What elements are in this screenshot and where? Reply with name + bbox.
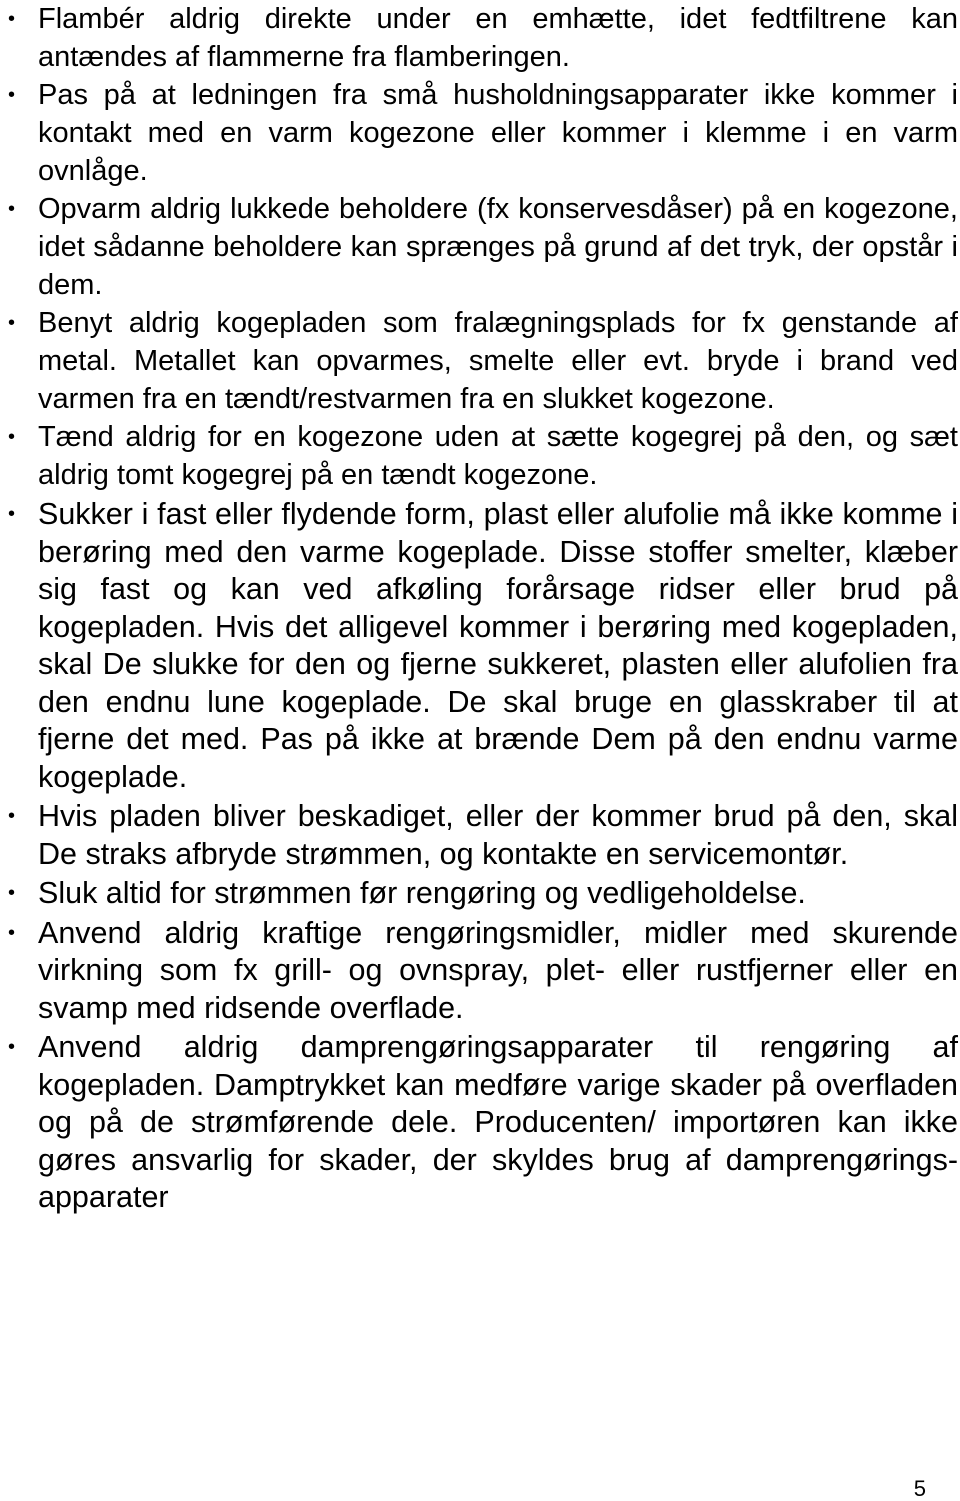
bullet-icon: • <box>8 312 16 334</box>
list-item <box>8 798 958 873</box>
bullet-icon: • <box>8 198 16 220</box>
list-item-text: Benyt aldrig kogepladen som fralægningsplads for fx genstande af metal. Metallet kan opvarmes, smelte eller evt. bryde i brand ved varmen fra en tændt/restvarmen fra en slukket kogezone. <box>38 307 958 415</box>
bullet-icon: • <box>8 882 16 904</box>
list-item <box>8 496 958 796</box>
safety-instructions-list <box>8 0 958 1217</box>
bullet-icon: • <box>8 503 16 525</box>
list-item-text: Anvend aldrig damprengøringsapparater til rengøring af kogepladen. Damptrykket kan medføre varige skader på overfladen og på de strømførende dele. Producenten/ importøren kan ikke gøres ansvarlig for skader, der skyldes brug af damprengørings-apparater <box>38 1030 958 1214</box>
bullet-icon: • <box>8 805 16 827</box>
list-item <box>8 915 958 1028</box>
bullet-icon: • <box>8 1036 16 1058</box>
list-item-text: Sluk altid for strømmen før rengøring og vedligeholdelse. <box>38 876 806 910</box>
list-item-text: Hvis pladen bliver beskadiget, eller der kommer brud på den, skal De straks afbryde strømmen, og kontakte en servicemontør. <box>38 799 958 871</box>
bullet-icon: • <box>8 921 16 944</box>
list-item <box>8 418 958 494</box>
list-item-text: Tænd aldrig for en kogezone uden at sætte kogegrej på den, og sæt aldrig tomt kogegrej på en tændt kogezone. <box>38 421 958 491</box>
bullet-icon: • <box>8 84 16 106</box>
list-item-text: Pas på at ledningen fra små husholdningsapparater ikke kommer i kontakt med en varm kogezone eller kommer i klemme i en varm ovnlåge. <box>38 79 958 187</box>
page-number: 5 <box>913 1476 926 1501</box>
bullet-icon: • <box>8 426 16 448</box>
list-item-text: Anvend aldrig kraftige rengøringsmidler, midler med skurende virkning som fx grill- og ovnspray, plet- eller rustfjerner eller en svamp med ridsende overflade. <box>38 915 958 1025</box>
list-item-text: Sukker i fast eller flydende form, plast eller alufolie må ikke komme i berøring med den varme kogeplade. Disse stoffer smelter, klæber sig fast og kan ved afkøling forårsage ridser eller brud på kogepladen. Hvis det alligevel kommer i berøring med kogepladen, skal De slukke for den og fjerne sukkeret, plasten eller alufolien fra den endnu lune kogeplade. De skal bruge en glasskraber til at fjerne det med. Pas på ikke at brænde Dem på den endnu varme kogeplade. <box>38 497 958 794</box>
list-item-text: Opvarm aldrig lukkede beholdere (fx konservesdåser) på en kogezone, idet sådanne beholdere kan sprænges på grund af det tryk, der opstår i dem. <box>38 193 958 301</box>
list-item <box>8 76 958 190</box>
list-item <box>8 190 958 304</box>
list-item <box>8 304 958 418</box>
bullet-icon: • <box>8 8 16 30</box>
list-item <box>8 875 958 913</box>
list-item <box>8 0 958 76</box>
list-item-text: Flambér aldrig direkte under en emhætte, idet fedtfiltrene kan antændes af flammerne fra flamberingen. <box>38 3 958 73</box>
list-item <box>8 1029 958 1217</box>
